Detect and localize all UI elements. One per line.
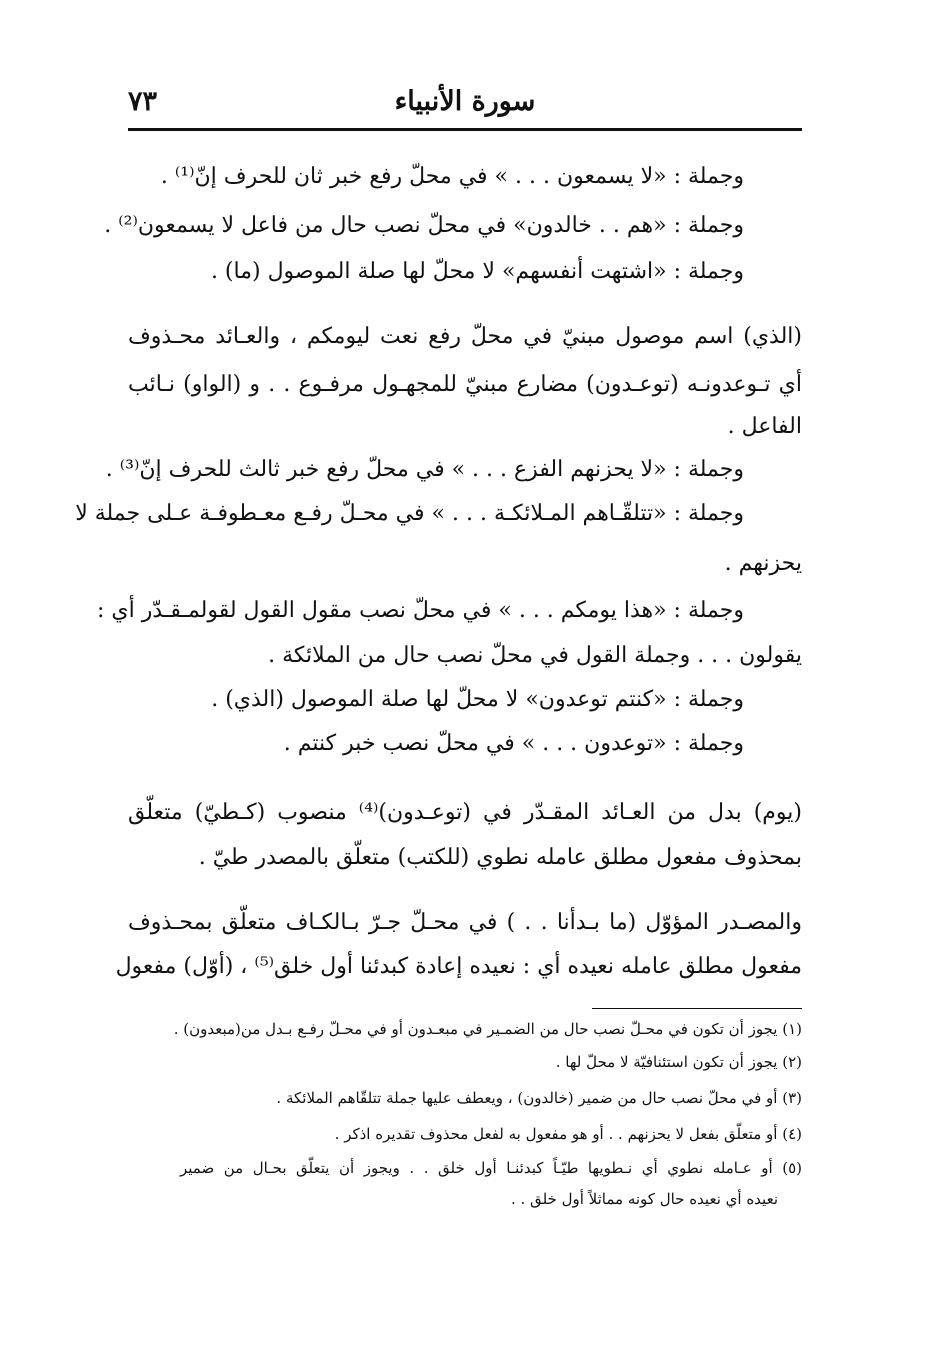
text-line: وجملة : «لا يحزنهم الفزع . . . » في محلّ رفع خبر ثالث للحرف إنّ⁽³⁾ . — [105, 457, 744, 482]
text-line: وجملة : «توعدون . . . » في محلّ نصب خبر كنتم . — [283, 731, 744, 756]
footnote-continuation: نعيده أي نعيده حال كونه مماثلاً أول خلق . . — [510, 1190, 778, 1208]
footnote-divider — [592, 1008, 802, 1009]
footnote: (١) يجوز أن تكون في محـلّ نصب حال من الضمـير في مبعـدون أو في محـلّ رفـع بـدل من(مبعدون) . — [173, 1020, 802, 1038]
text-line: بمحذوف مفعول مطلق عامله نطوي (للكتب) متعلّق بالمصدر طيّ . — [198, 845, 802, 870]
footnote: (٥) أو عـامله نطوي أي نـطويها طيّـاً كبدئنـا أول خلق . . ويجوز أن يتعلّق بحـال من ضمير — [180, 1159, 802, 1177]
text-line: الفاعل . — [727, 414, 802, 439]
text-line: وجملة : «هذا يومكم . . . » في محلّ نصب مقول القول لقولمـقـدّر أي : — [97, 598, 744, 623]
main-text — [75, 0, 802, 1359]
footnote: (٤) أو متعلّق بفعل لا يحزنهم . . أو هو مفعول به لفعل محذوف تقديره اذكر . — [334, 1125, 802, 1143]
page-number: ٧٣ — [128, 86, 158, 117]
text-line: (يوم) بدل من العـائد المقـدّر في (توعـدون)⁽⁴⁾ منصوب (كـطيّ) متعلّق — [128, 800, 802, 825]
text-line: أي تـوعدونـه (توعـدون) مضارع مبنيّ للمجهـول مرفـوع . . و (الواو) نـائب — [128, 372, 802, 397]
page-title: سورة الأنبياء — [394, 86, 536, 117]
text-line: يقولون . . . وجملة القول في محلّ نصب حال من الملائكة . — [268, 643, 802, 668]
text-line: مفعول مطلق عامله نعيده أي : نعيده إعادة كبدئنا أول خلق⁽⁵⁾ ، (أوّل) مفعول — [115, 954, 802, 979]
footnote: (٢) يجوز أن تكون استئنافيّة لا محلّ لها . — [555, 1053, 802, 1071]
text-line: والمصـدر المؤوّل (ما بـدأنا . . ) في محـلّ جـرّ بـالكـاف متعلّق بمحـذوف — [128, 910, 802, 935]
text-line: (الذي) اسم موصول مبنيّ في محلّ رفع نعت ليومكم ، والعـائد محـذوف — [128, 324, 802, 349]
footnote: (٣) أو في محلّ نصب حال من ضمير (خالدون) ، ويعطف عليها جملة تتلقّاهم الملائكة . — [276, 1089, 802, 1107]
text-line: يحزنهم . — [724, 551, 802, 576]
text-line: وجملة : «اشتهت أنفسهم» لا محلّ لها صلة الموصول (ما) . — [210, 259, 744, 284]
text-line: وجملة : «لا يسمعون . . . » في محلّ رفع خبر ثان للحرف إنّ⁽¹⁾ . — [160, 164, 744, 189]
text-line: وجملة : «كنتم توعدون» لا محلّ لها صلة الموصول (الذي) . — [211, 687, 744, 712]
text-line: وجملة : «تتلقّـاهم المـلائكـة . . . » في محـلّ رفـع معـطوفـة عـلى جملة لا — [75, 501, 744, 526]
text-line: وجملة : «هم . . خالدون» في محلّ نصب حال من فاعل لا يسمعون⁽²⁾ . — [104, 213, 744, 238]
